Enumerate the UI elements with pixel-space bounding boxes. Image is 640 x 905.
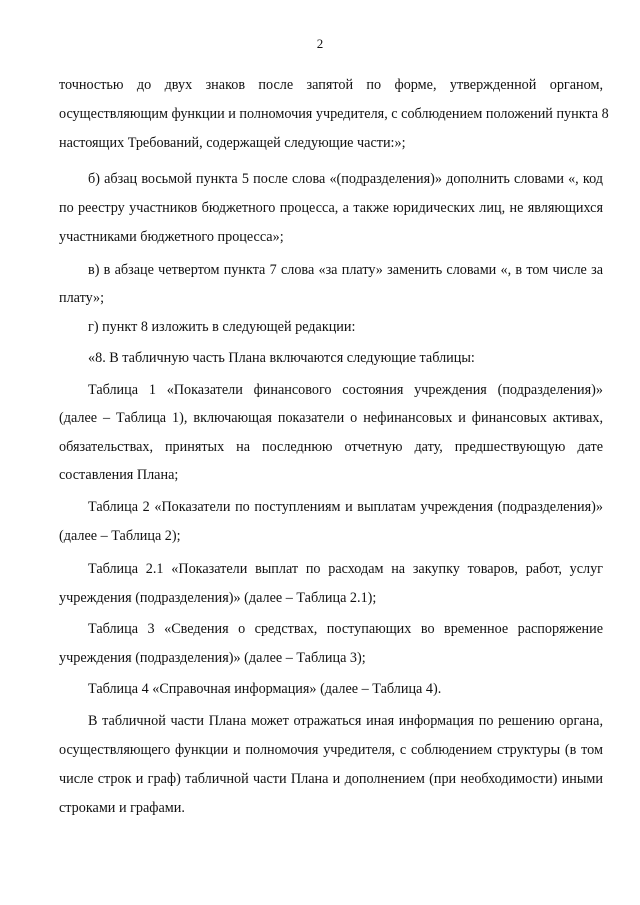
text-line: плату»; bbox=[59, 290, 105, 306]
text-line: (далее – Таблица 1), включающая показатели о нефинансовых и финансовых активах, bbox=[59, 410, 603, 426]
text-line: участниками бюджетного процесса»; bbox=[59, 229, 284, 245]
page-number: 2 bbox=[316, 36, 324, 51]
text-line: б) абзац восьмой пункта 5 после слова «(подразделения)» дополнить словами «, код bbox=[88, 171, 603, 187]
text-line: осуществляющим функции и полномочия учредителя, с соблюдением положений пункта 8 bbox=[59, 106, 609, 122]
text-line: Таблица 1 «Показатели финансового состояния учреждения (подразделения)» bbox=[88, 382, 603, 398]
text-line: Таблица 2 «Показатели по поступлениям и выплатам учреждения (подразделения)» bbox=[88, 499, 603, 515]
text-line: строками и графами. bbox=[59, 800, 185, 816]
text-line: по реестру участников бюджетного процесса, а также юридических лиц, не являющихся bbox=[59, 200, 603, 216]
text-line: в) в абзаце четвертом пункта 7 слова «за плату» заменить словами «, в том числе за bbox=[88, 262, 603, 278]
text-line: осуществляющего функции и полномочия учредителя, с соблюдением структуры (в том bbox=[59, 742, 603, 758]
text-line: «8. В табличную часть Плана включаются следующие таблицы: bbox=[88, 350, 475, 366]
text-line: числе строк и граф) табличной части Плана и дополнением (при необходимости) иными bbox=[59, 771, 603, 787]
text-line: Таблица 2.1 «Показатели выплат по расходам на закупку товаров, работ, услуг bbox=[88, 561, 603, 577]
text-line: учреждения (подразделения)» (далее – Таблица 2.1); bbox=[59, 590, 377, 606]
text-line: настоящих Требований, содержащей следующие части:»; bbox=[59, 135, 406, 151]
text-line: обязательствах, принятых на последнюю отчетную дату, предшествующую дате bbox=[59, 439, 603, 455]
text-line: г) пункт 8 изложить в следующей редакции: bbox=[88, 319, 356, 335]
text-line: Таблица 3 «Сведения о средствах, поступающих во временное распоряжение bbox=[88, 621, 603, 637]
text-line: Таблица 4 «Справочная информация» (далее – Таблица 4). bbox=[88, 681, 442, 697]
text-line: В табличной части Плана может отражаться иная информация по решению органа, bbox=[88, 713, 603, 729]
text-line: точностью до двух знаков после запятой по форме, утвержденной органом, bbox=[59, 77, 603, 93]
text-line: (далее – Таблица 2); bbox=[59, 528, 181, 544]
text-line: составления Плана; bbox=[59, 467, 179, 483]
text-line: учреждения (подразделения)» (далее – Таблица 3); bbox=[59, 650, 366, 666]
